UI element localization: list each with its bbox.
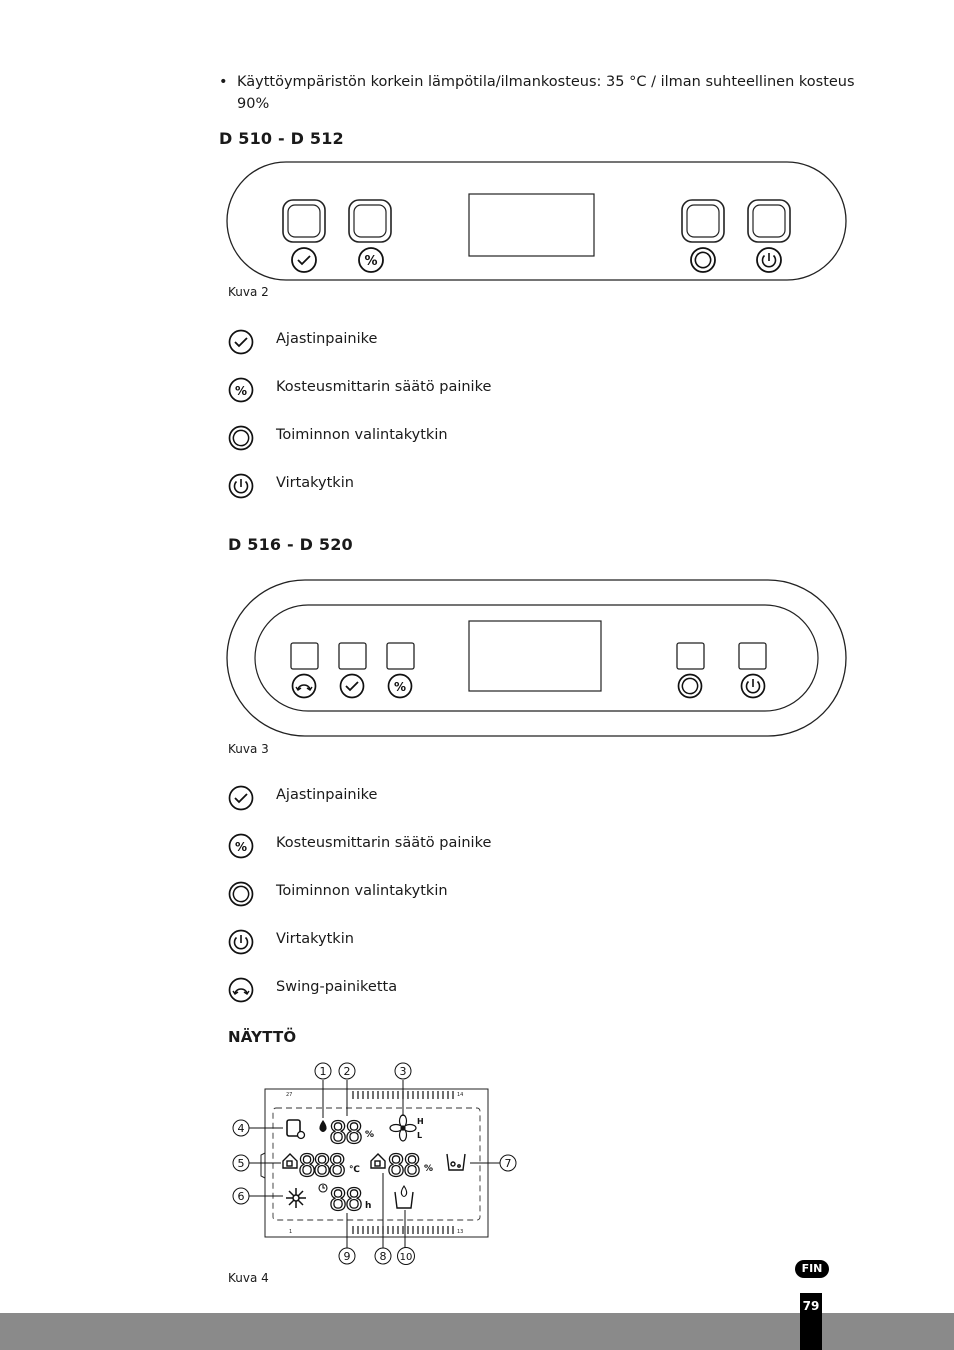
legend-label: Virtakytkin bbox=[276, 931, 354, 947]
callout-9: 9 bbox=[343, 1250, 351, 1263]
power-icon bbox=[757, 248, 781, 272]
clock-icon bbox=[319, 1184, 327, 1192]
timer-icon bbox=[292, 248, 316, 272]
hours-unit: h bbox=[365, 1201, 372, 1211]
control-panel-d516 bbox=[225, 578, 850, 740]
swing-button[interactable] bbox=[291, 643, 318, 669]
humidity-icon bbox=[389, 675, 412, 698]
figure-caption-4: Kuva 4 bbox=[228, 1271, 269, 1285]
power-button[interactable] bbox=[739, 643, 766, 669]
room-humidity-digits: 88 bbox=[387, 1149, 420, 1184]
mode-icon bbox=[679, 675, 702, 698]
humidity-button[interactable] bbox=[387, 643, 414, 669]
bullet-line-1: Käyttöympäristön korkein lämpötila/ilmankosteus: 35 °C / ilman suhteellinen kosteus bbox=[237, 74, 855, 90]
timer-button[interactable] bbox=[283, 200, 325, 242]
mode-icon bbox=[691, 248, 715, 272]
house-icon bbox=[283, 1154, 297, 1168]
fan-high-label: H bbox=[417, 1117, 424, 1126]
power-button[interactable] bbox=[748, 200, 790, 242]
mode-button[interactable] bbox=[677, 643, 704, 669]
swing-icon bbox=[293, 675, 316, 698]
legend-label: Swing-painiketta bbox=[276, 979, 398, 995]
temperature-digits: 888 bbox=[298, 1149, 344, 1184]
timer-icon bbox=[228, 329, 254, 355]
scale-label-bottom-left: 1 bbox=[289, 1229, 293, 1235]
fan-low-label: L bbox=[417, 1131, 423, 1140]
lcd-display-diagram bbox=[225, 1058, 525, 1270]
scale-label-top-right: 14 bbox=[457, 1092, 464, 1098]
svg-text:%: % bbox=[364, 254, 378, 269]
humidity-icon bbox=[359, 248, 383, 272]
bullet-symbol: • bbox=[219, 74, 228, 90]
humidity-digits: 88 bbox=[329, 1116, 362, 1151]
bullet-line-2: 90% bbox=[237, 96, 270, 112]
power-icon bbox=[228, 473, 254, 499]
figure-caption-2: Kuva 2 bbox=[228, 285, 269, 299]
callout-7: 7 bbox=[504, 1157, 512, 1170]
figure-caption-3: Kuva 3 bbox=[228, 742, 269, 756]
humidity-icon bbox=[228, 377, 254, 403]
mode-button[interactable] bbox=[682, 200, 724, 242]
room-humidity-house-icon bbox=[371, 1154, 385, 1168]
power-icon bbox=[228, 929, 254, 955]
defrost-snowflake-icon bbox=[286, 1188, 306, 1208]
timer-digits: 88 bbox=[329, 1183, 362, 1218]
callout-2: 2 bbox=[343, 1065, 351, 1078]
scale-label-top-left: 27 bbox=[286, 1092, 293, 1098]
tank-full-icon bbox=[287, 1120, 305, 1139]
legend-label: Toiminnon valintakytkin bbox=[276, 427, 448, 443]
language-badge: FIN bbox=[795, 1260, 829, 1278]
bottom-tick-scale bbox=[353, 1226, 453, 1234]
callout-5: 5 bbox=[237, 1157, 245, 1170]
legend-label: Toiminnon valintakytkin bbox=[276, 883, 448, 899]
timer-icon bbox=[228, 785, 254, 811]
section-title-d516: D 516 - D 520 bbox=[228, 535, 353, 554]
fan-icon bbox=[390, 1115, 416, 1141]
swing-icon bbox=[228, 977, 254, 1003]
callout-4: 4 bbox=[237, 1122, 245, 1135]
droplet-icon bbox=[319, 1120, 326, 1132]
bucket-icon bbox=[447, 1154, 465, 1170]
legend-label: Ajastinpainike bbox=[276, 787, 378, 803]
mode-icon bbox=[228, 881, 254, 907]
callout-8: 8 bbox=[379, 1250, 387, 1263]
page-number: 79 bbox=[800, 1293, 822, 1350]
percent-unit: % bbox=[365, 1130, 375, 1140]
scale-label-bottom-right: 13 bbox=[457, 1229, 464, 1235]
power-icon bbox=[742, 675, 765, 698]
legend-label: Kosteusmittarin säätö painike bbox=[276, 835, 492, 851]
timer-button[interactable] bbox=[339, 643, 366, 669]
callout-3: 3 bbox=[399, 1065, 407, 1078]
control-panel-d510 bbox=[225, 160, 850, 284]
mode-icon bbox=[228, 425, 254, 451]
callout-6: 6 bbox=[237, 1190, 245, 1203]
callout-1: 1 bbox=[319, 1065, 327, 1078]
timer-icon bbox=[341, 675, 364, 698]
svg-text:%: % bbox=[234, 840, 248, 854]
legend-label: Virtakytkin bbox=[276, 475, 354, 491]
legend-label: Ajastinpainike bbox=[276, 331, 378, 347]
svg-text:%: % bbox=[234, 384, 248, 398]
section-title-display: NÄYTTÖ bbox=[228, 1028, 297, 1046]
section-title-d510: D 510 - D 512 bbox=[219, 129, 344, 148]
humidity-icon bbox=[228, 833, 254, 859]
humidity-button[interactable] bbox=[349, 200, 391, 242]
callout-10: 10 bbox=[399, 1252, 413, 1263]
legend-label: Kosteusmittarin säätö painike bbox=[276, 379, 492, 395]
celsius-unit: ℃ bbox=[349, 1165, 360, 1175]
svg-text:%: % bbox=[393, 680, 407, 694]
water-level-icon bbox=[395, 1186, 413, 1208]
percent-unit-2: % bbox=[424, 1164, 434, 1174]
